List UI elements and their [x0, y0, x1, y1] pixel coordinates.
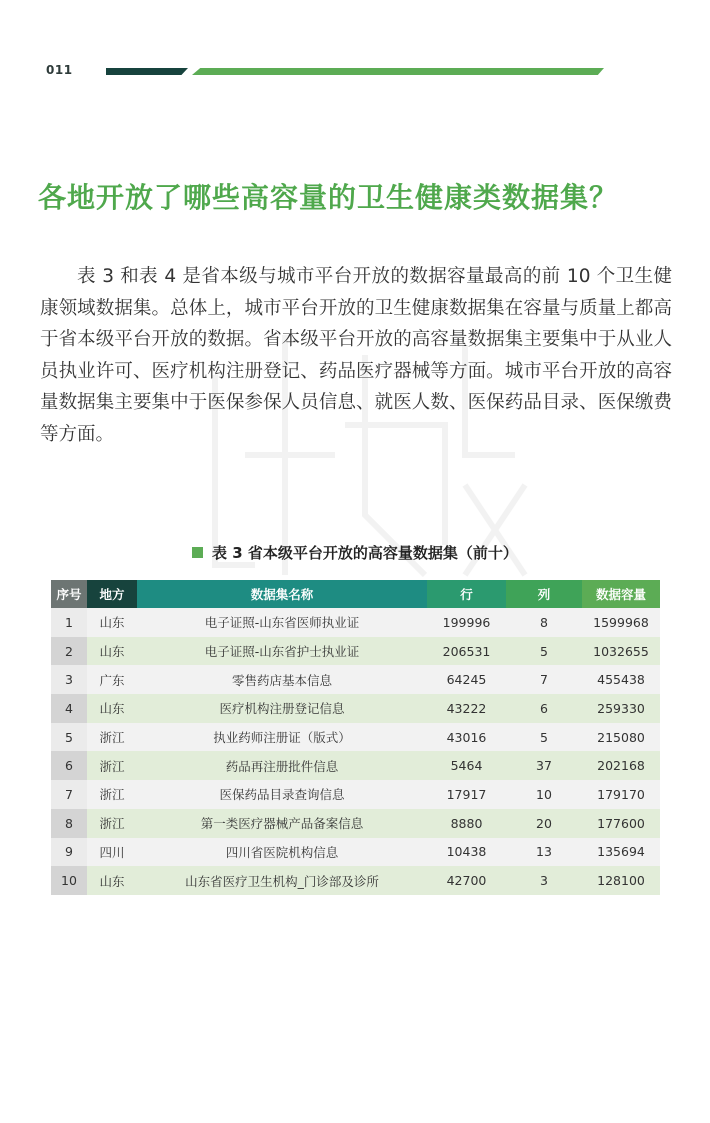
intro-paragraph: 表 3 和表 4 是省本级与城市平台开放的数据容量最高的前 10 个卫生健康领域数据集。总体上，城市平台开放的卫生健康数据集在容量与质量上都高于省本级平台开放的数据。省本级平台开放的高容量数据集主要集中于从业人员执业许可、医疗机构注册登记、药品医疗器械等方面。城市平台开放的高容量数据集主要集中于医保参保人员信息、就医人数、医保药品目录、医保缴费等方面。: [40, 266, 672, 445]
cell-dataset-name: 医保药品目录查询信息: [137, 780, 427, 809]
table-row: [51, 838, 660, 867]
table-row: [51, 780, 660, 809]
table-row: [51, 866, 660, 895]
cell-index: 6: [51, 751, 87, 780]
cell-region: 四川: [87, 838, 137, 867]
dataset-table: [51, 580, 660, 895]
cell-columns: 5: [506, 723, 582, 752]
cell-rows: 10438: [427, 838, 506, 867]
table-row: [51, 751, 660, 780]
table-row: [51, 723, 660, 752]
header-index: 序号: [51, 580, 87, 608]
cell-index: 3: [51, 665, 87, 694]
cell-index: 10: [51, 866, 87, 895]
cell-rows: 43016: [427, 723, 506, 752]
cell-index: 5: [51, 723, 87, 752]
cell-rows: 5464: [427, 751, 506, 780]
cell-region: 山东: [87, 694, 137, 723]
cell-index: 1: [51, 608, 87, 637]
table-row: [51, 608, 660, 637]
cell-region: 山东: [87, 608, 137, 637]
cell-rows: 199996: [427, 608, 506, 637]
table-row: [51, 809, 660, 838]
cell-rows: 42700: [427, 866, 506, 895]
cell-index: 8: [51, 809, 87, 838]
cell-capacity: 455438: [582, 665, 660, 694]
cell-capacity: 202168: [582, 751, 660, 780]
cell-dataset-name: 药品再注册批件信息: [137, 751, 427, 780]
cell-dataset-name: 执业药师注册证（版式）: [137, 723, 427, 752]
cell-rows: 206531: [427, 637, 506, 666]
cell-region: 浙江: [87, 751, 137, 780]
cell-capacity: 179170: [582, 780, 660, 809]
cell-region: 浙江: [87, 809, 137, 838]
cell-index: 4: [51, 694, 87, 723]
header-columns: 列: [506, 580, 582, 608]
cell-columns: 10: [506, 780, 582, 809]
table-row: [51, 665, 660, 694]
cell-columns: 8: [506, 608, 582, 637]
cell-columns: 37: [506, 751, 582, 780]
table-row: [51, 694, 660, 723]
header-bar-dark: [106, 68, 188, 75]
cell-capacity: 177600: [582, 809, 660, 838]
header-bar-green: [192, 68, 604, 75]
cell-region: 浙江: [87, 780, 137, 809]
cell-dataset-name: 医疗机构注册登记信息: [137, 694, 427, 723]
cell-dataset-name: 山东省医疗卫生机构_门诊部及诊所: [137, 866, 427, 895]
cell-columns: 3: [506, 866, 582, 895]
cell-index: 9: [51, 838, 87, 867]
cell-rows: 8880: [427, 809, 506, 838]
table-header-row: [51, 580, 660, 608]
header-capacity: 数据容量: [582, 580, 660, 608]
cell-columns: 7: [506, 665, 582, 694]
cell-index: 7: [51, 780, 87, 809]
table-caption-text: 表 3 省本级平台开放的高容量数据集（前十）: [212, 544, 518, 562]
cell-capacity: 135694: [582, 838, 660, 867]
cell-dataset-name: 电子证照-山东省护士执业证: [137, 637, 427, 666]
cell-rows: 64245: [427, 665, 506, 694]
cell-rows: 43222: [427, 694, 506, 723]
cell-capacity: 1599968: [582, 608, 660, 637]
page-number: 011: [46, 63, 73, 77]
cell-region: 广东: [87, 665, 137, 694]
cell-columns: 13: [506, 838, 582, 867]
cell-index: 2: [51, 637, 87, 666]
cell-columns: 5: [506, 637, 582, 666]
table-caption: [0, 542, 710, 563]
cell-capacity: 259330: [582, 694, 660, 723]
cell-region: 山东: [87, 637, 137, 666]
caption-square-icon: [192, 547, 203, 558]
cell-rows: 17917: [427, 780, 506, 809]
cell-capacity: 128100: [582, 866, 660, 895]
cell-columns: 6: [506, 694, 582, 723]
cell-region: 山东: [87, 866, 137, 895]
table-row: [51, 637, 660, 666]
header-dataset-name: 数据集名称: [137, 580, 427, 608]
cell-capacity: 1032655: [582, 637, 660, 666]
cell-dataset-name: 零售药店基本信息: [137, 665, 427, 694]
cell-capacity: 215080: [582, 723, 660, 752]
header-rows: 行: [427, 580, 506, 608]
cell-dataset-name: 四川省医院机构信息: [137, 838, 427, 867]
cell-dataset-name: 第一类医疗器械产品备案信息: [137, 809, 427, 838]
cell-dataset-name: 电子证照-山东省医师执业证: [137, 608, 427, 637]
cell-columns: 20: [506, 809, 582, 838]
section-heading: 各地开放了哪些高容量的卫生健康类数据集？: [38, 181, 619, 214]
cell-region: 浙江: [87, 723, 137, 752]
header-region: 地方: [87, 580, 137, 608]
